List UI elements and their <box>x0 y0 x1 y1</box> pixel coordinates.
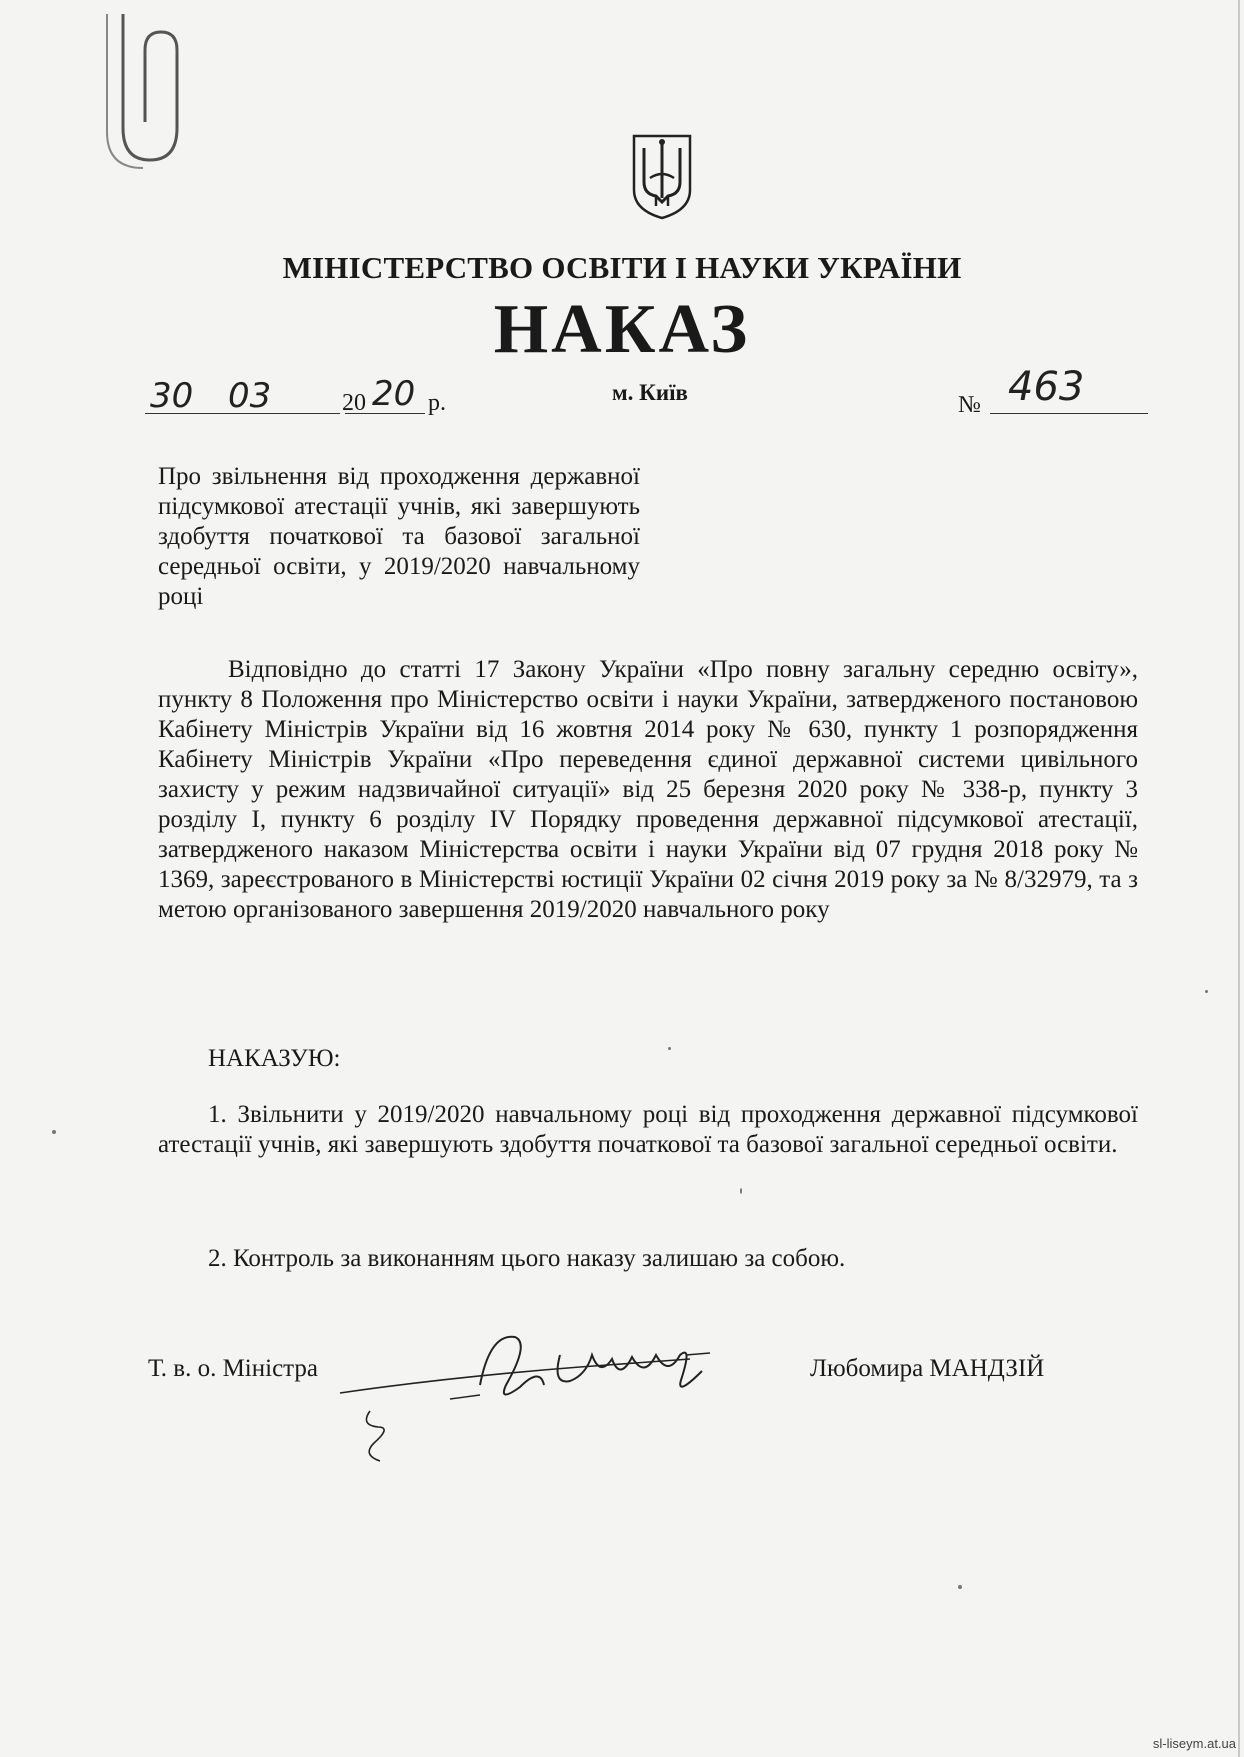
ministry-title: МІНІСТЕРСТВО ОСВІТИ І НАУКИ УКРАЇНИ <box>282 250 962 285</box>
year-suffix: 20 <box>372 374 416 414</box>
orders-heading: НАКАЗУЮ: <box>208 1045 341 1072</box>
scan-speck <box>740 1188 742 1194</box>
scan-speck <box>958 1585 962 1589</box>
order-item-1: 1. Звільнити у 2019/2020 навчальному році від проходження державної підсумкової атестації учнів, які завершують здобуття початкової та базової загальної середньої освіти. <box>158 1101 1138 1158</box>
watermark-text: sl-liseym.at.ua <box>1152 1736 1236 1751</box>
handwritten-signature <box>330 1315 770 1465</box>
number-sign: № <box>958 392 981 418</box>
document-title: НАКАЗ <box>493 291 751 368</box>
paper-clip-icon <box>95 10 185 170</box>
trident-emblem-icon <box>630 132 694 220</box>
city-label: м. Київ <box>612 380 688 405</box>
date-underline <box>145 413 340 414</box>
preamble-paragraph: Відповідно до статті 17 Закону України «Про повну загальну середню освіту», пункту 8 Положення про Міністерство освіти і науки України, затвердженого постановою Кабінету Міністрів України від 16 жовтня 2014 року № 630, пункту 1 розпорядження Кабінету Міністрів України «Про переведення єдиної державної системи цивільного захисту у режим надзвичайної ситуації» від 25 березня 2020 року № 338-р, пункту 3 розділу І, пункту 6 розділу IV Порядку проведення державної підсумкової атестації, затвердженого наказом Міністерства освіти і науки України від 07 грудня 2018 року № 1369, зареєстрованого в Міністерстві юстиції України 02 січня 2019 року за № 8/32979, та з метою організованого завершення 2019/2020 навчального року <box>158 656 1138 923</box>
order-number: 463 <box>1008 364 1085 410</box>
order-item-2: 2. Контроль за виконанням цього наказу залишаю за собою. <box>208 1245 846 1272</box>
date-month: 03 <box>228 376 272 416</box>
signatory-name: Любомира МАНДЗІЙ <box>810 1355 1045 1382</box>
scan-speck <box>1205 990 1208 993</box>
scan-speck <box>668 1047 671 1050</box>
year-unit: р. <box>428 390 446 416</box>
year-prefix: 20 <box>342 390 366 416</box>
number-underline <box>990 413 1148 414</box>
year-underline <box>345 413 425 414</box>
signatory-position: Т. в. о. Міністра <box>148 1355 318 1382</box>
scan-speck <box>52 1130 56 1134</box>
date-day: 30 <box>150 376 194 416</box>
order-subject: Про звільнення від проходження державної підсумкової атестації учнів, які завершують здобуття початкової та базової загальної середньої освіти, у 2019/2020 навчальному році <box>158 463 640 610</box>
